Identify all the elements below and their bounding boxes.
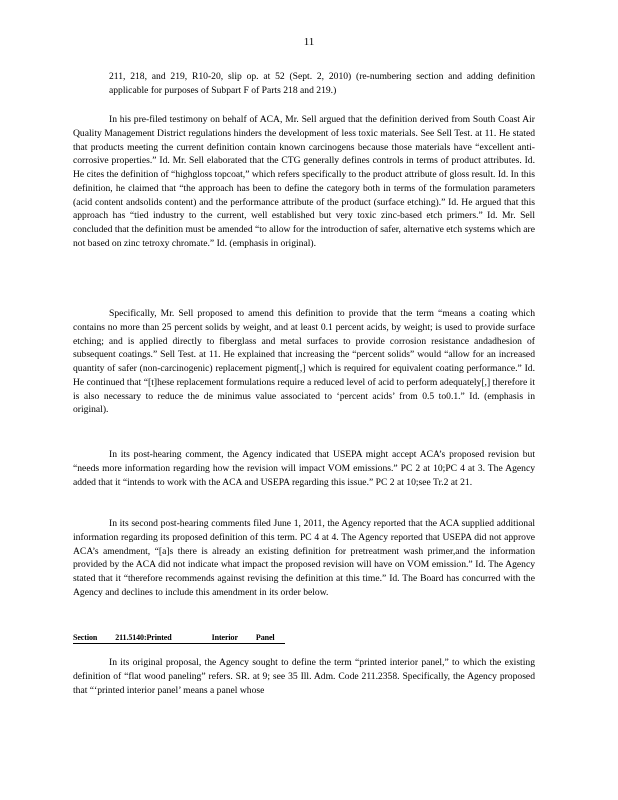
section-heading bbox=[73, 633, 285, 644]
paragraph-second-comments: In its second post-hearing comments filed June 1, 2011, the Agency reported that the ACA supplied additional information regarding its proposed definition of this term. PC 4 at 4. The Agency reported that USEPA did not approve ACA’s amendment, “[a]s there is already an existing definition for pretreatment wash primer,and the information provided by the ACA did not indicate what impact the proposed revision will have on VOM emission.” Id. The Agency stated that it “therefore recommends against revising the definition at this time.” Id. The Board has concurred with the Agency and declines to include this amendment in its order below. bbox=[73, 518, 535, 598]
heading-section-number: 211.5140:Printed bbox=[115, 633, 172, 642]
paragraph-original-proposal: In its original proposal, the Agency sought to define the term “printed interior panel,” to which the existing definition of “flat wood paneling” refers. SR. at 9; see 35 Ill. Adm. Code 211.2358. Specifically, the Agency proposed that “‘printed interior panel’ means a panel whose bbox=[73, 657, 535, 696]
heading-section-label: Section bbox=[73, 633, 98, 642]
paragraph-citation: 211, 218, and 219, R10-20, slip op. at 52 (Sept. 2, 2010) (re-numbering section and adding definition applicable for purposes of Subpart F of Parts 218 and 219.) bbox=[109, 71, 535, 96]
heading-word-panel: Panel bbox=[255, 633, 275, 642]
paragraph-testimony: In his pre-filed testimony on behalf of ACA, Mr. Sell argued that the definition derived from South Coast Air Quality Management District regulations hinders the development of less toxic materials. See Sell Test. at 11. He stated that products meeting the current definition contain known carcinogens because those materials have “excellent anti-corrosive properties.” Id. Mr. Sell elaborated that the CTG generally defines controls in terms of product attributes. Id. He cites the definition of “highgloss topcoat,” which refers specifically to the product attribute of gloss result. Id. In this definition, he claimed that “the approach has been to define the category both in terms of the formulation parameters (acid content andsolids content) and the performance attribute of the product (surface etching).” Id. He argued that this approach has “tied industry to the current, well established but very toxic zinc-based etch primers.” Id. Mr. Sell concluded that the definition must be amended “to allow for the introduction of safer, alternative etch systems which are not based on zinc tetroxy chromate.” Id. (emphasis in original). bbox=[73, 114, 535, 249]
paragraph-proposal: Specifically, Mr. Sell proposed to amend this definition to provide that the term “means a coating which contains no more than 25 percent solids by weight, and at least 0.1 percent acids, by weight; is used to provide surface etching; and is applied directly to fiberglass and metal surfaces to provide corrosion resistance andadhesion of subsequent coatings.” Sell Test. at 11. He explained that increasing the “percent solids” would “allow for an increased quantity of safer (non-carcinogenic) replacement pigment[,] which is required for equivalent coating performance.” Id. He continued that “[t]hese replacement formulations require a reduced level of acid to perform adequately[,] therefore it is also necessary to reduce the de minimus value associated to ‘percent acids’ from 0.5 to0.1.” Id. (emphasis in original). bbox=[73, 308, 535, 416]
heading-word-interior: Interior bbox=[211, 633, 238, 642]
page-number: 11 bbox=[303, 36, 315, 48]
paragraph-post-hearing: In its post-hearing comment, the Agency indicated that USEPA might accept ACA’s proposed revision but “needs more information regarding how the revision will impact VOM emissions.” PC 2 at 10;PC 4 at 3. The Agency added that it “intends to work with the ACA and USEPA regarding this issue.” PC 2 at 10;see Tr.2 at 21. bbox=[73, 449, 535, 488]
